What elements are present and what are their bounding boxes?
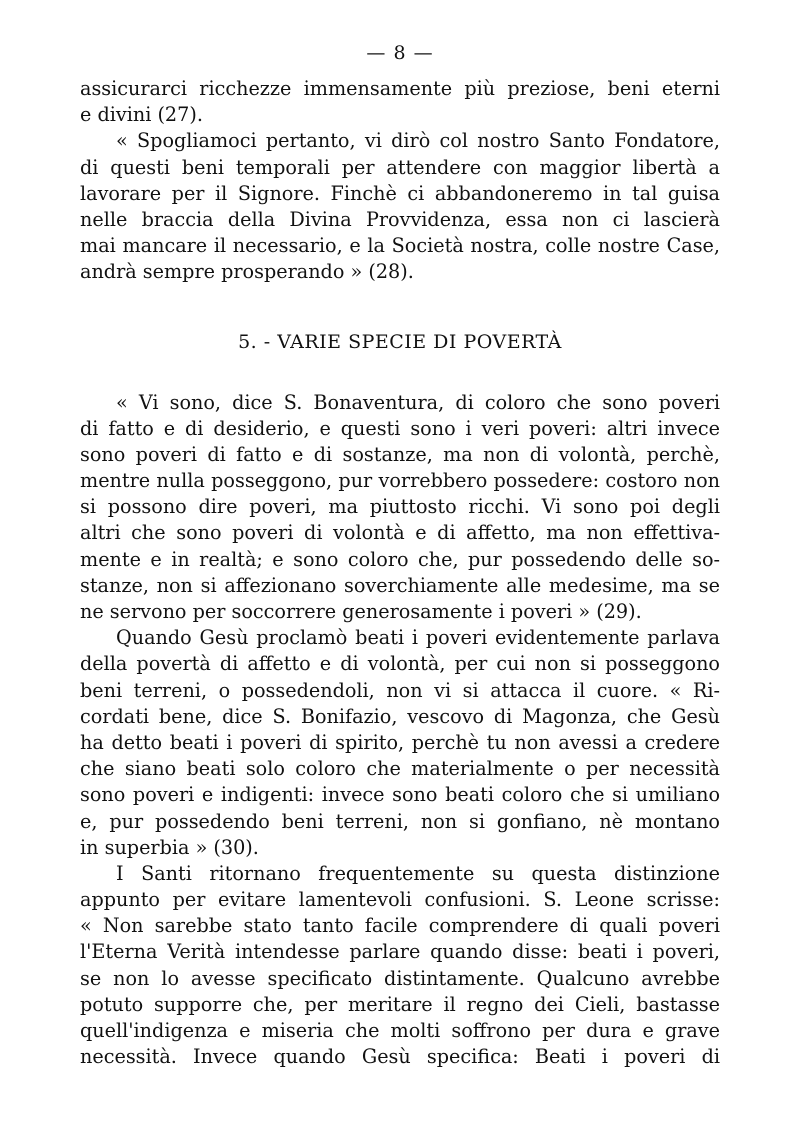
text-line: « Spogliamoci pertanto, vi dirò col nostro Santo Fondatore,	[116, 129, 720, 153]
text-line: altri che sono poveri di volontà e di affetto, ma non effettiva-	[80, 521, 720, 545]
text-line: di questi beni temporali per attendere con maggior libertà a	[80, 155, 720, 179]
paragraph-4	[80, 625, 720, 861]
text-line: « Vi sono, dice S. Bonaventura, di coloro che sono poveri	[116, 390, 720, 414]
paragraph-2	[80, 128, 720, 285]
text-line: I Santi ritornano frequentemente su questa distinzione	[116, 861, 720, 885]
paragraph-5	[80, 861, 720, 1071]
text-line: Quando Gesù proclamò beati i poveri evidentemente parlava	[116, 626, 720, 650]
page-number: — 8 —	[366, 42, 434, 64]
document-page	[80, 38, 720, 1070]
text-line: beni terreni, o possedendoli, non vi si attacca il cuore. « Ri-	[80, 678, 720, 702]
text-line: si possono dire poveri, ma piuttosto ricchi. Vi sono poi degli	[80, 495, 720, 519]
paragraph-1	[80, 76, 720, 128]
text-line: se non lo avesse specificato distintamente. Qualcuno avrebbe	[80, 966, 720, 990]
text-line: nelle braccia della Divina Provvidenza, essa non ci lascierà	[80, 207, 720, 231]
text-line: ne servono per soccorrere generosamente i poveri » (29).	[80, 600, 642, 623]
text-line: andrà sempre prosperando » (28).	[80, 260, 414, 284]
text-line: « Non sarebbe stato tanto facile comprendere di quali poveri	[80, 914, 720, 938]
text-line: in superbia » (30).	[80, 835, 259, 859]
text-line: di fatto e di desiderio, e questi sono i veri poveri: altri invece	[80, 416, 720, 440]
text-line: necessità. Invece quando Gesù specifica: Beati i poveri di	[80, 1045, 720, 1069]
text-line: quell'indigenza e miseria che molti soffrono per dura e grave	[80, 1019, 720, 1042]
text-line: mente e in realtà; e sono coloro che, pur possedendo delle so-	[80, 547, 720, 571]
text-line: sono poveri e indigenti: invece sono beati coloro che si umiliano	[80, 783, 720, 807]
text-line: l'Eterna Verità intendesse parlare quando disse: beati i poveri,	[80, 940, 720, 964]
text-line: e divini (27).	[80, 103, 203, 127]
text-line: potuto supporre che, per meritare il regno dei Cieli, bastasse	[80, 992, 720, 1016]
text-line: appunto per evitare lamentevoli confusioni. S. Leone scrisse:	[80, 888, 720, 912]
text-line: e, pur possedendo beni terreni, non si gonfiano, nè montano	[80, 809, 720, 833]
text-line: stanze, non si affezionano soverchiamente alle medesime, ma se	[80, 573, 720, 597]
text-line: cordati bene, dice S. Bonifazio, vescovo di Magonza, che Gesù	[80, 704, 720, 728]
text-line: che siano beati solo coloro che materialmente o per necessità	[80, 757, 720, 781]
text-line: mentre nulla posseggono, pur vorrebbero possedere: costoro non	[80, 469, 720, 493]
text-line: lavorare per il Signore. Finchè ci abbandoneremo in tal guisa	[80, 181, 720, 205]
text-line: ha detto beati i poveri di spirito, perchè tu non avessi a credere	[80, 730, 720, 754]
paragraph-3	[80, 390, 720, 626]
section-heading: 5. - VARIE SPECIE DI POVERTÀ	[238, 330, 562, 353]
text-line: della povertà di affetto e di volontà, per cui non si posseggono	[80, 652, 720, 676]
text-line: assicurarci ricchezze immensamente più preziose, beni eterni	[80, 77, 720, 100]
text-line: sono poveri di fatto e di sostanze, ma non di volontà, perchè,	[80, 442, 720, 466]
text-line: mai mancare il necessario, e la Società nostra, colle nostre Case,	[80, 234, 720, 258]
